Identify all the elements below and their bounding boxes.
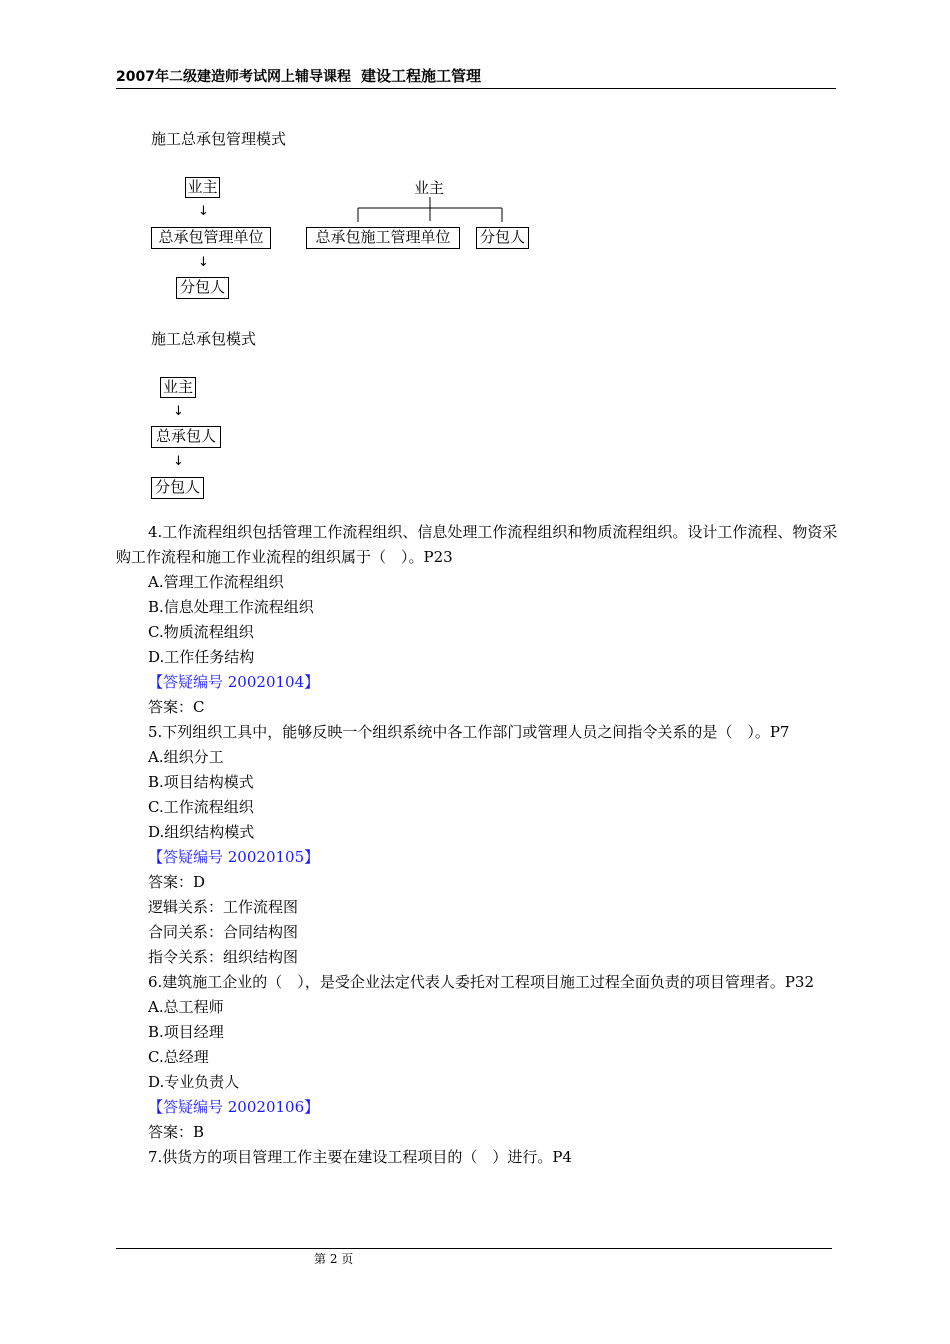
- arrow-down-icon: ↓: [198, 255, 209, 270]
- diagram1-left-owner-box: 业主: [185, 177, 220, 198]
- questions-section: [116, 520, 850, 1170]
- option: C.物质流程组织: [148, 623, 254, 641]
- diagram1-left-manager-box: 总承包管理单位: [151, 227, 271, 249]
- note: 逻辑关系：工作流程图: [148, 898, 299, 916]
- option: A.管理工作流程组织: [148, 573, 284, 591]
- option: D.专业负责人: [148, 1073, 240, 1091]
- diagram1-right-sub-box: 分包人: [476, 227, 529, 249]
- arrow-down-icon: ↓: [173, 404, 184, 419]
- page-number: 第 2 页: [314, 1252, 354, 1266]
- question-stem: 7.供货方的项目管理工作主要在建设工程项目的（ ）进行。P4: [148, 1148, 572, 1166]
- option: B.项目结构模式: [148, 773, 254, 791]
- option: B.信息处理工作流程组织: [148, 598, 314, 616]
- footer-divider: [116, 1248, 832, 1249]
- option: A.总工程师: [148, 998, 224, 1016]
- diagram1-right-owner-label: 业主: [414, 179, 445, 197]
- answer: 答案：B: [148, 1123, 205, 1141]
- diagram1-left-sub-box: 分包人: [176, 277, 229, 299]
- arrow-down-icon: ↓: [198, 204, 209, 219]
- note: 指令关系：组织结构图: [148, 948, 299, 966]
- diagram2-owner-box: 业主: [160, 377, 196, 398]
- question-stem: 4.工作流程组织包括管理工作流程组织、信息处理工作流程组织和物质流程组织。设计工作流程、物资采购工作流程和施工作业流程的组织属于（ ）。P23: [116, 523, 838, 566]
- answer: 答案：D: [148, 873, 206, 891]
- diagram2-sub-box: 分包人: [151, 477, 204, 499]
- header-course: 2007年二级建造师考试网上辅导课程: [116, 69, 351, 85]
- option: A.组织分工: [148, 748, 224, 766]
- option: D.工作任务结构: [148, 648, 255, 666]
- option: D.组织结构模式: [148, 823, 255, 841]
- diagram2-title: 施工总承包模式: [151, 330, 257, 348]
- arrow-down-icon: ↓: [173, 454, 184, 469]
- option: B.项目经理: [148, 1023, 224, 1041]
- diagram2-contractor-box: 总承包人: [151, 426, 221, 448]
- diagram1-title: 施工总承包管理模式: [151, 130, 287, 148]
- diagram1-right-manager-box: 总承包施工管理单位: [306, 227, 460, 249]
- note: 合同关系：合同结构图: [148, 923, 299, 941]
- answer: 答案：C: [148, 698, 205, 716]
- qa-reference-link[interactable]: 【答疑编号 20020106】: [148, 1098, 320, 1116]
- diagram1-connector-lines: [0, 0, 950, 300]
- header-subject: 建设工程施工管理: [360, 67, 481, 85]
- option: C.工作流程组织: [148, 798, 254, 816]
- qa-reference-link[interactable]: 【答疑编号 20020105】: [148, 848, 320, 866]
- option: C.总经理: [148, 1048, 209, 1066]
- qa-reference-link[interactable]: 【答疑编号 20020104】: [148, 673, 320, 691]
- question-stem: 6.建筑施工企业的（ ），是受企业法定代表人委托对工程项目施工过程全面负责的项目管理者。P32: [148, 973, 814, 991]
- question-stem: 5.下列组织工具中，能够反映一个组织系统中各工作部门或管理人员之间指令关系的是（ ）。P7: [148, 723, 790, 741]
